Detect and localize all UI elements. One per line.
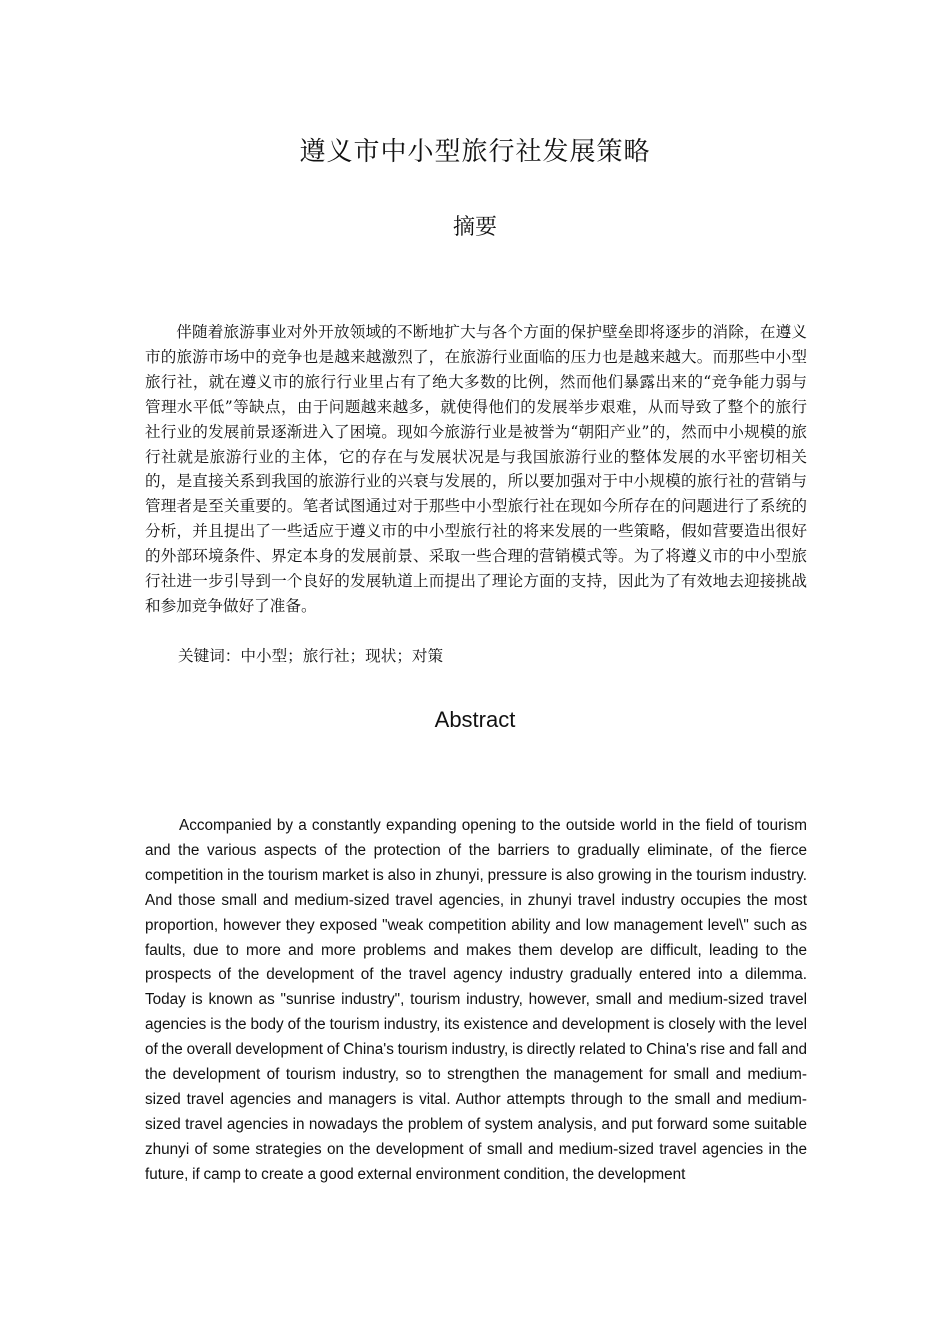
keywords-cn: 关键词：中小型；旅行社；现状；对策 xyxy=(178,647,444,665)
abstract-cn-heading: 摘要 xyxy=(452,215,497,240)
abstract-cn-paragraph: 伴随着旅游事业对外开放领域的不断地扩大与各个方面的保护壁垒即将逐步的消除，在遵义市的旅游市场中的竞争也是越来越激烈了，在旅游行业面临的压力也是越来越大。而那些中小型旅行社，就在遵义市的旅行行业里占有了绝大多数的比例，然而他们暴露出来的“竞争能力弱与管理水平低”等缺点，由于问题越来越多，就使得他们的发展举步艰难，从而导致了整个的旅行社行业的发展前景逐渐进入了困境。现如今旅游行业是被誉为“朝阳产业”的，然而中小规模的旅行社就是旅游行业的主体，它的存在与发展状况是与我国旅游行业的整体发展的水平密切相关的，是直接关系到我国的旅游行业的兴衰与发展的，所以要加强对于中小规模的旅行社的营销与管理者是至关重要的。笔者试图通过对于那些中小型旅行社在现如今所存在的问题进行了系统的分析，并且提出了一些适应于遵义市的中小型旅行社的将来发展的一些策略，假如营要造出很好的外部环境条件、界定本身的发展前景、采取一些合理的营销模式等。为了将遵义市的中小型旅行社进一步引导到一个良好的发展轨道上而提出了理论方面的支持，因此为了有效地去迎接挑战和参加竞争做好了准备。 xyxy=(145,323,807,615)
document-title: 遵义市中小型旅行社发展策略 xyxy=(299,137,651,167)
abstract-en-paragraph: Accompanied by a constantly expanding opening to the outside world in the field of tourism and the various aspects of the protection of the barriers to gradually eliminate, of the fierce competition in the tourism market is also in zhunyi, pressure is also growing in the tourism industry. And those small and medium-sized travel agencies, in zhunyi travel industry occupies the most proportion, however they exposed "weak competition ability and low management level\" such as faults, due to more and more problems and makes them develop are difficult, leading to the prospects of the development of the travel agency industry gradually entered into a dilemma. Today is known as "sunrise industry", tourism industry, however, small and medium-sized travel agencies is the body of the tourism industry, its existence and development is closely with the level of the overall development of China's tourism industry, is directly related to China's rise and fall and the development of tourism industry, so to strengthen the management for small and medium-sized travel agencies and managers is vital. Author attempts through to the small and medium-sized travel agencies in nowadays the problem of system analysis, and put forward some suitable zhunyi of some strategies on the development of small and medium-sized travel agencies in the future, if camp to create a good external environment condition, the development xyxy=(145,817,807,1183)
abstract-en-heading: Abstract xyxy=(434,707,516,732)
